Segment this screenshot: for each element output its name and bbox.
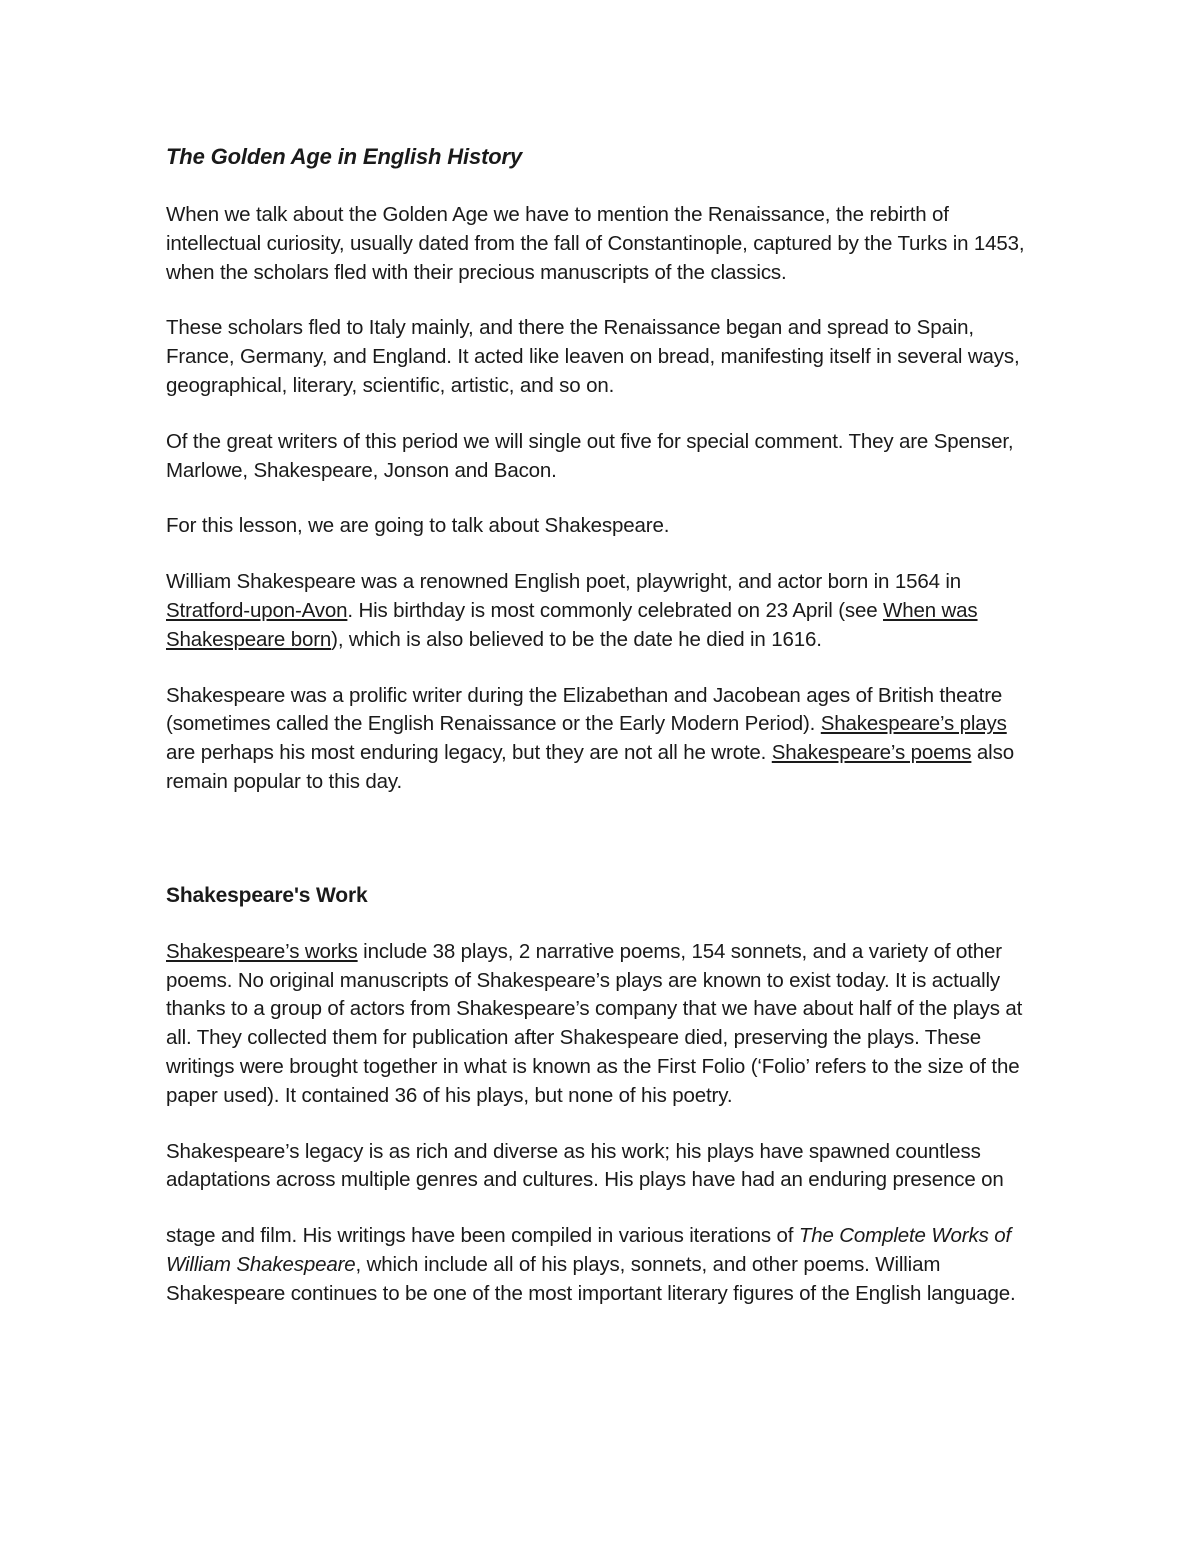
prolific-text-3: also remain popular to this day. — [166, 741, 1014, 793]
document-page — [166, 140, 1036, 1336]
stratford-link[interactable]: Stratford-upon-Avon — [166, 598, 348, 622]
bio-text-1: William Shakespeare was a renowned English poet, playwright, and actor born in 1564 in — [166, 570, 962, 594]
paragraph-shakespeare-bio — [166, 568, 1036, 654]
paragraph-legacy: Shakespeare’s legacy is as rich and diverse as his work; his plays have spawned countless adaptations across multiple genres and cultures. His plays have had an enduring presence on — [166, 1139, 1004, 1192]
section-heading-work: Shakespeare's Work — [166, 883, 368, 907]
works-text: include 38 plays, 2 narrative poems, 154 sonnets, and a variety of other poems. No original manuscripts of Shakespeare’s plays are known to exist today. It is actually thanks to a group of actors from Shakespeare’s company that we have about half of the plays at all. They collected them for publication after Shakespeare died, preserving the plays. These writings were brought together in what is known as the First Folio (‘Folio’ refers to the size of the paper used). It contained 36 of his plays, but none of his poetry. — [166, 939, 1023, 1107]
document-title: The Golden Age in English History — [166, 144, 523, 169]
prolific-text-1: Shakespeare was a prolific writer during the Elizabethan and Jacobean ages of British theatre (sometimes called the English Renaissance or the Early Modern Period). — [166, 683, 1003, 736]
bio-text-2: . His birthday is most commonly celebrated on 23 April (see — [347, 598, 884, 622]
paragraph-prolific-writer — [166, 682, 1036, 797]
paragraph-works — [166, 938, 1036, 1111]
complete-text-2: , which include all of his plays, sonnets, and other poems. William Shakespeare continues to be one of the most important literary figures of the English language. — [166, 1252, 1016, 1305]
works-link[interactable]: Shakespeare’s works — [166, 939, 358, 963]
paragraph-lesson: For this lesson, we are going to talk about Shakespeare. — [166, 514, 670, 538]
poems-link[interactable]: Shakespeare’s poems — [771, 741, 972, 765]
paragraph-great-writers: Of the great writers of this period we will single out five for special comment. They are Spenser, Marlowe, Shakespeare, Jonson and Bacon. — [166, 429, 1014, 482]
paragraph-renaissance: When we talk about the Golden Age we have to mention the Renaissance, the rebirth of intellectual curiosity, usually dated from the fall of Constantinople, captured by the Turks in 1453, when the scholars fled with their precious manuscripts of the classics. — [166, 203, 1025, 284]
complete-text-1: stage and film. His writings have been compiled in various iterations of — [166, 1224, 799, 1248]
paragraph-complete-works — [166, 1222, 1036, 1308]
plays-link[interactable]: Shakespeare’s plays — [820, 712, 1007, 736]
when-born-link[interactable]: When was Shakespeare born — [166, 598, 978, 651]
paragraph-scholars: These scholars fled to Italy mainly, and there the Renaissance began and spread to Spain, France, Germany, and England. It acted like leaven on bread, manifesting itself in several ways, geographical, literary, scientific, artistic, and so on. — [166, 316, 1020, 397]
section-spacer — [166, 824, 1036, 881]
bio-text-3: ), which is also believed to be the date he died in 1616. — [331, 627, 822, 651]
prolific-text-2: are perhaps his most enduring legacy, but they are not all he wrote. — [166, 741, 772, 765]
complete-works-title: The Complete Works of William Shakespeare — [166, 1224, 1012, 1276]
